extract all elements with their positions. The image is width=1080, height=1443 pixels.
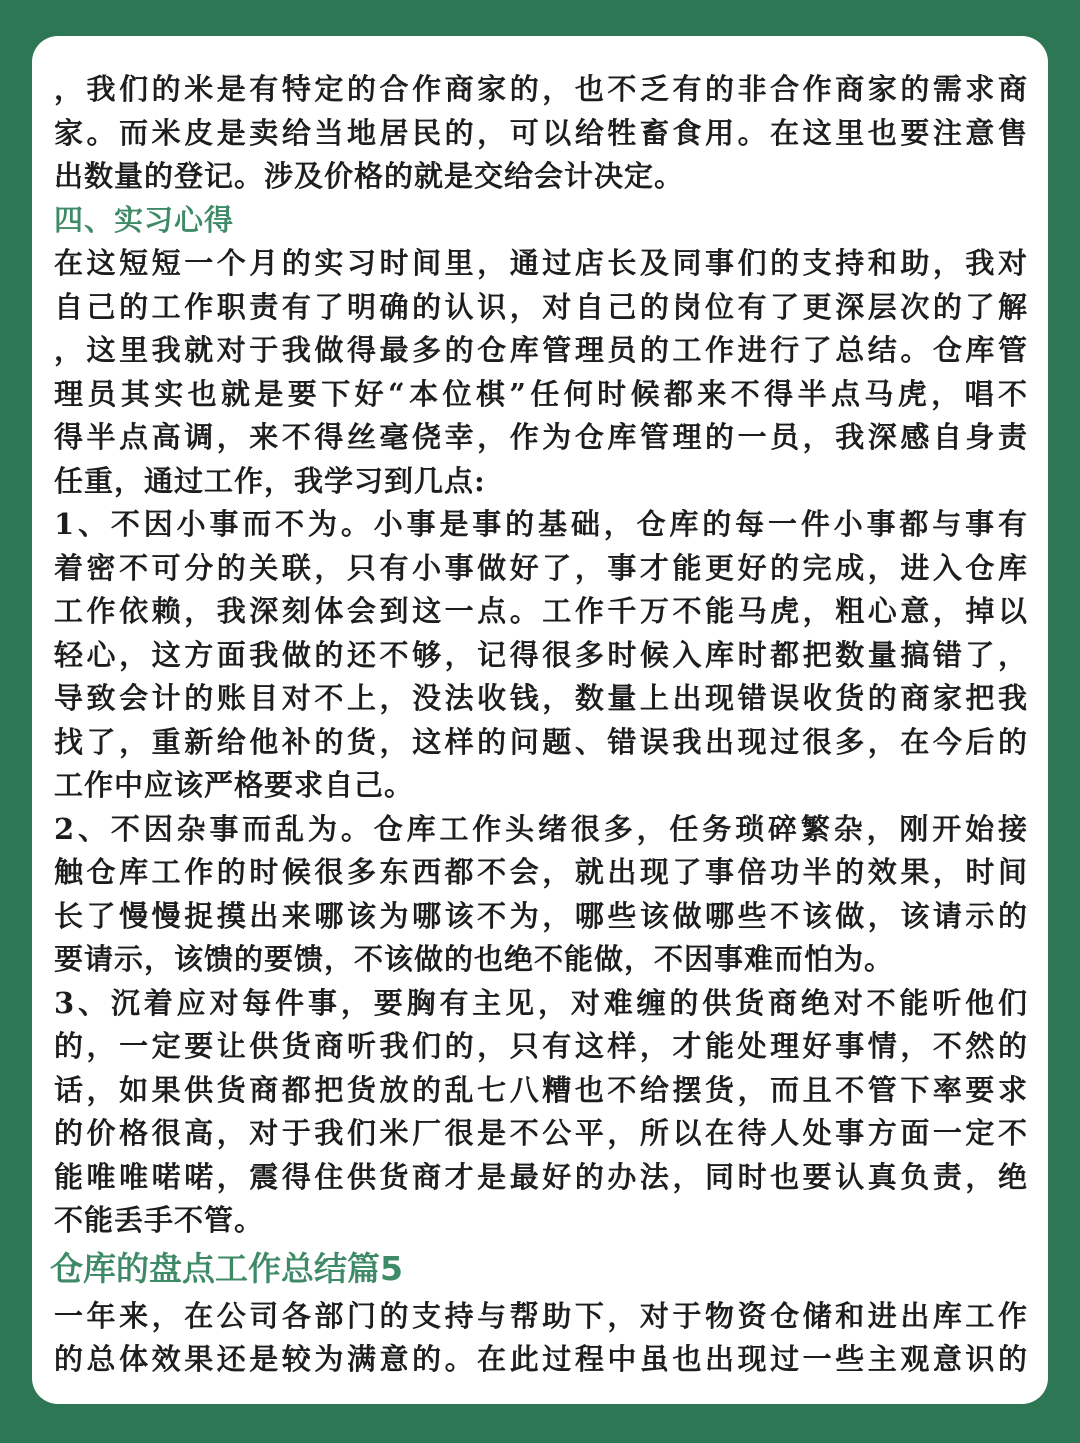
paragraph-line: 不能丢手不管。 bbox=[54, 1203, 265, 1237]
paragraph-line: 2、不因杂事而乱为。仓库工作头绪很多，任务琐碎繁杂，刚开始接 bbox=[54, 811, 1028, 846]
article-title: 仓库的盘点工作总结篇5 bbox=[50, 1248, 403, 1288]
paragraph-line: 的总体效果还是较为满意的。在此过程中虽也出现过一些主观意识的 bbox=[54, 1342, 1028, 1376]
paragraph-line: 长了慢慢捉摸出来哪该为哪该不为，哪些该做哪些不该做，该请示的 bbox=[54, 898, 1028, 933]
paragraph-line: 家。而米皮是卖给当地居民的，可以给牲畜食用。在这里也要注意售 bbox=[54, 115, 1028, 150]
paragraph-line: 出数量的登记。涉及价格的就是交给会计决定。 bbox=[54, 159, 685, 193]
paragraph-line: 能唯唯喏喏，震得住供货商才是最好的办法，同时也要认真负责，绝 bbox=[54, 1159, 1028, 1194]
paragraph-line: 理员其实也就是要下好“本位棋”任何时候都来不得半点马虎，唱不 bbox=[54, 376, 1028, 411]
paragraph-line: 工作依赖，我深刻体会到这一点。工作千万不能马虎，粗心意，掉以 bbox=[54, 594, 1028, 628]
paragraph-line: 找了，重新给他补的货，这样的问题、错误我出现过很多，在今后的 bbox=[54, 724, 1028, 759]
document-card bbox=[32, 36, 1048, 1404]
paragraph-line: 在这短短一个月的实习时间里，通过店长及同事们的支持和助，我对 bbox=[54, 246, 1028, 280]
section-heading: 四、实习心得 bbox=[54, 202, 235, 237]
paragraph-line: 触仓库工作的时候很多东西都不会，就出现了事倍功半的效果，时间 bbox=[54, 855, 1028, 889]
paragraph-line: 1、不因小事而不为。小事是事的基础，仓库的每一件小事都与事有 bbox=[54, 507, 1028, 541]
paragraph-line: 着密不可分的关联，只有小事做好了，事才能更好的完成，进入仓库 bbox=[54, 550, 1028, 585]
paragraph-line: 导致会计的账目对不上，没法收钱，数量上出现错误收货的商家把我 bbox=[54, 681, 1028, 715]
paragraph-line: ，这里我就对于我做得最多的仓库管理员的工作进行了总结。仓库管 bbox=[54, 333, 1028, 367]
paragraph-line: ，我们的米是有特定的合作商家的，也不乏有的非合作商家的需求商 bbox=[54, 72, 1028, 106]
paragraph-line: 的价格很高，对于我们米厂很是不公平，所以在待人处事方面一定不 bbox=[54, 1116, 1028, 1150]
paragraph-line: 得半点高调，来不得丝毫侥幸，作为仓库管理的一员，我深感自身责 bbox=[54, 420, 1028, 454]
paragraph-line: 自己的工作职责有了明确的认识，对自己的岗位有了更深层次的了解 bbox=[54, 289, 1028, 324]
paragraph-line: 工作中应该严格要求自己。 bbox=[54, 768, 415, 802]
document-content bbox=[50, 68, 1028, 1382]
paragraph-line: 的，一定要让供货商听我们的，只有这样，才能处理好事情，不然的 bbox=[54, 1029, 1028, 1063]
paragraph-line: 3、沉着应对每件事，要胸有主见，对难缠的供货商绝对不能听他们 bbox=[54, 985, 1028, 1020]
paragraph-line: 一年来，在公司各部门的支持与帮助下，对于物资仓储和进出库工作 bbox=[54, 1298, 1028, 1333]
paragraph-line: 任重，通过工作，我学习到几点: bbox=[54, 463, 486, 498]
paragraph-line: 轻心，这方面我做的还不够，记得很多时候入库时都把数量搞错了， bbox=[54, 637, 1028, 672]
paragraph-line: 要请示，该馈的要馈，不该做的也绝不能做，不因事难而怕为。 bbox=[54, 942, 895, 976]
paragraph-line: 话，如果供货商都把货放的乱七八糟也不给摆货，而且不管下率要求 bbox=[54, 1072, 1028, 1107]
